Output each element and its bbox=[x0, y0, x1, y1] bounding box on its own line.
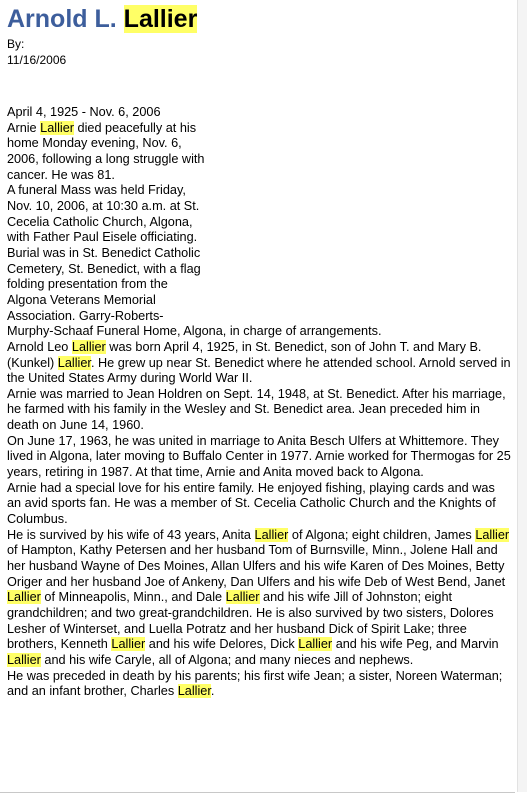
highlighted-term: Lallier bbox=[7, 590, 41, 605]
highlighted-term: Lallier bbox=[71, 339, 106, 354]
title-first-name: Arnold L. bbox=[7, 5, 117, 33]
article-wide-column bbox=[7, 324, 512, 700]
article-date: 11/16/2006 bbox=[7, 53, 67, 67]
life-dates: April 4, 1925 - Nov. 6, 2006 bbox=[7, 105, 161, 119]
byline-label: By: bbox=[7, 37, 25, 51]
article-body bbox=[7, 105, 515, 700]
article-meta bbox=[7, 36, 515, 68]
highlighted-term: Lallier bbox=[111, 637, 146, 652]
bottom-divider bbox=[0, 792, 515, 793]
spacer bbox=[7, 68, 515, 105]
highlighted-term: Lallier bbox=[225, 590, 260, 605]
paragraph-preceded: He was preceded in death by his parents; his first wife Jean; a sister, Noreen Waterman; and an infant brother, Charles Lallier. bbox=[7, 668, 503, 699]
article-narrow-column bbox=[7, 105, 210, 324]
obituary-page bbox=[7, 4, 515, 700]
paragraph-interests: Arnie had a special love for his entire family. He enjoyed fishing, playing cards and was an avid sports fan. He was a member of St. Cecelia Catholic Church and the Knights of Columbus. bbox=[7, 480, 496, 527]
highlighted-term: Lallier bbox=[40, 120, 75, 135]
highlighted-term: Lallier bbox=[254, 527, 289, 542]
highlighted-term: Lallier bbox=[177, 684, 211, 699]
highlighted-term: Lallier bbox=[57, 355, 91, 370]
paragraph-birth: Arnold Leo Lallier was born April 4, 1925, in St. Benedict, son of John T. and Mary B. (Kunkel) Lallier. He grew up near St. Benedict where he attended school. Arnold served in the United States Army during World War II. bbox=[7, 339, 511, 386]
paragraph-funeral: A funeral Mass was held Friday, Nov. 10, 2006, at 10:30 a.m. at St. Cecelia Catholic Church, Algona, with Father Paul Eisele officiating. Burial was in St. Benedict Catholic Cemetery, St. Benedict, with a flag folding presentation from the Algona Veterans Memorial Association. Garry-Roberts- bbox=[7, 183, 201, 323]
paragraph-survivors: He is survived by his wife of 43 years, Anita Lallier of Algona; eight children, James Lallier of Hampton, Kathy Petersen and her husband Tom of Burnsville, Minn., Jolene Hall and her husband Wayne of Des Moines, Allan Ulfers and his wife Karen of Des Moines, Betty Origer and her husband Joe of Ankeny, Dan Ulfers and his wife Deb of West Bend, Janet Lallier of Minneapolis, Minn., and Dale Lallier and his wife Jill of Johnston; eight grandchildren; and two great-grandchildren. He is also survived by two sisters, Dolores Lesher of Winterset, and Luella Potratz and her husband Dick of Spirit Lake; three brothers, Kenneth Lallier and his wife Delores, Dick Lallier and his wife Peg, and Marvin Lallier and his wife Caryle, all of Algona; and many nieces and nephews. bbox=[7, 527, 510, 667]
paragraph-death: Arnie Lallier died peacefully at his home Monday evening, Nov. 6, 2006, following a long struggle with cancer. He was 81. bbox=[7, 120, 205, 182]
paragraph-first-marriage: Arnie was married to Jean Holdren on Sept. 14, 1948, at St. Benedict. After his marriage, he farmed with his family in the Wesley and St. Benedict area. Jean preceded him in death on June 14, 1960. bbox=[7, 386, 506, 433]
highlighted-term: Lallier bbox=[298, 637, 333, 652]
highlighted-term: Lallier bbox=[7, 652, 41, 667]
title-highlighted-surname: Lallier bbox=[123, 5, 198, 33]
highlighted-term: Lallier bbox=[475, 527, 510, 542]
page-title bbox=[7, 4, 515, 36]
paragraph-funeral-tail: Murphy-Schaaf Funeral Home, Algona, in charge of arrangements. bbox=[7, 324, 382, 339]
vertical-scrollbar[interactable] bbox=[517, 0, 527, 792]
paragraph-second-marriage: On June 17, 1963, he was united in marriage to Anita Besch Ulfers at Whittemore. They lived in Algona, later moving to Buffalo Center in 1977. Arnie worked for Thermogas for 25 years, retiring in 1987. At that time, Arnie and Anita moved back to Algona. bbox=[7, 433, 511, 480]
